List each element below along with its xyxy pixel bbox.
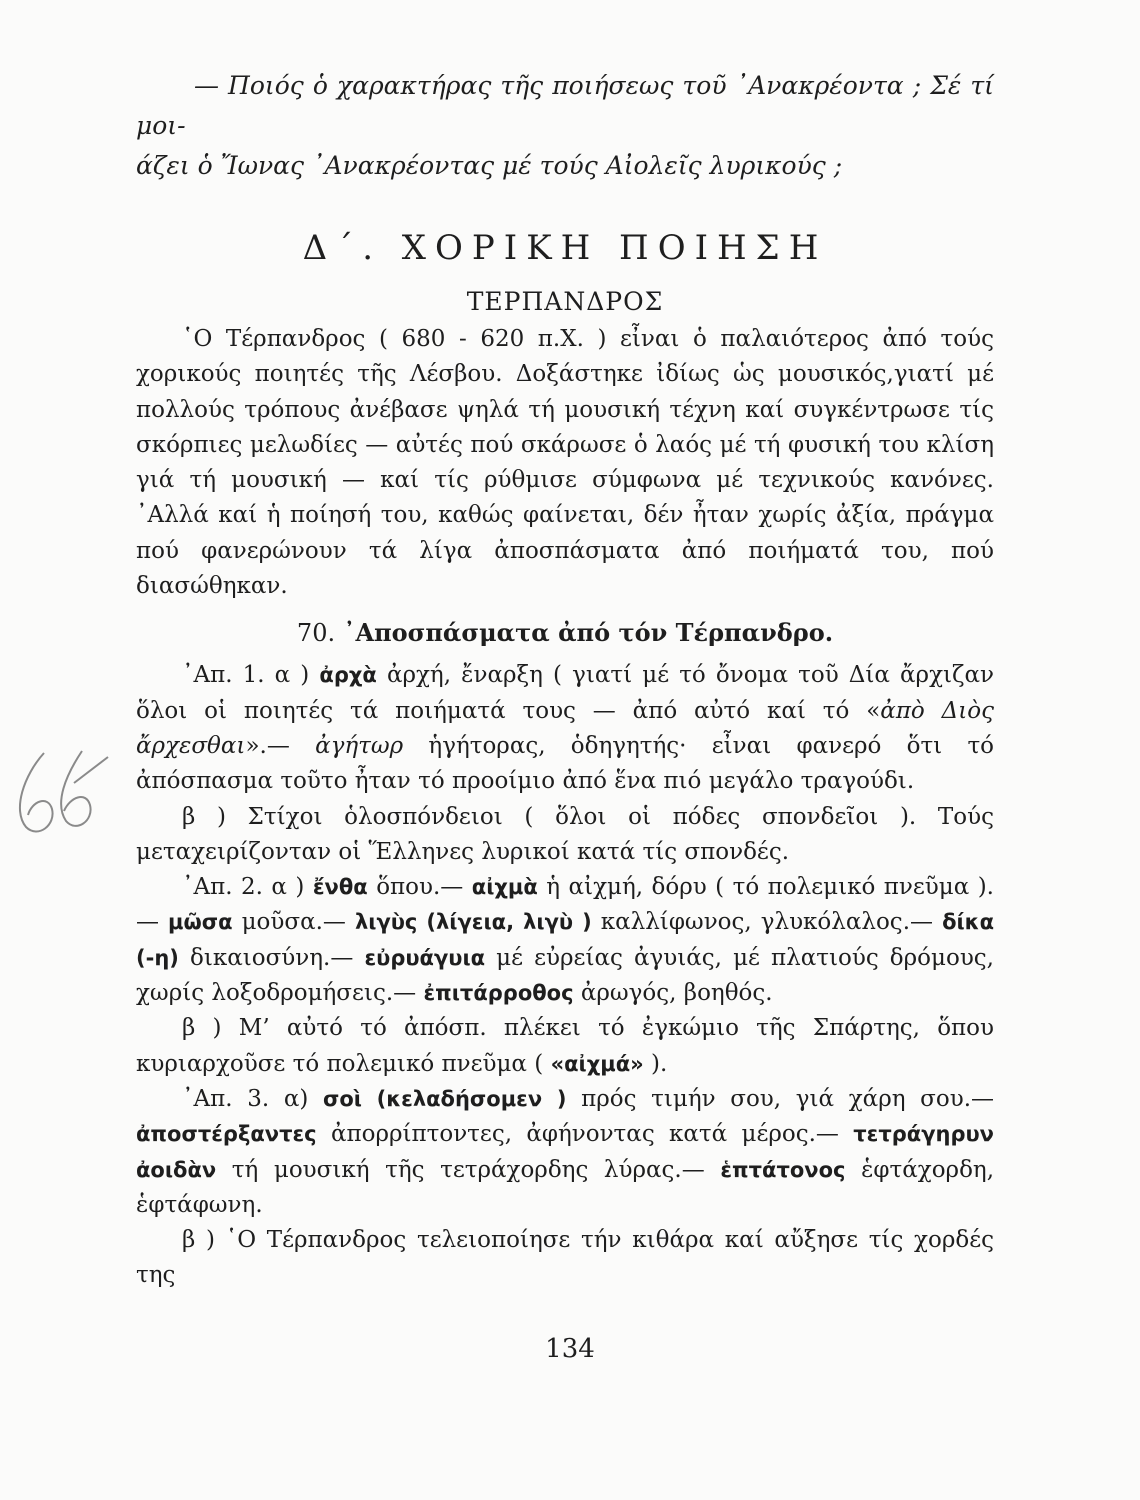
term-arkha: ἀρχὰ [319,663,377,688]
def-aikhma: ἡ αἰχμή, δόρυ ( τό πολεμικό πνεῦμα ).— [136,874,994,936]
term-euryaguia: εὐρυάγυια [364,945,486,970]
heading-title: ᾿Αποσπάσματα ἀπό τόν Τέρπανδρο. [343,618,834,648]
def-soi: πρός τιμήν σου, γιά χάρη σου.— [581,1085,995,1112]
fragment-1-note-b: β ) Στίχοι ὁλοσπόνδειοι ( ὅλοι οἱ πόδες σπονδεῖοι ). Τούς μεταχειρίζονταν οἱ Ἕλληνες λυρικοί κατά τίς σπονδές. [136,803,994,865]
term-agetor: ἀγήτωρ [315,732,404,759]
intro-paragraph: ῾Ο Τέρπανδρος ( 680 - 620 π.Χ. ) εἶναι ὁ παλαιότερος ἀπό τούς χορικούς ποιητές τῆς Λέσβου. Δοξάστηκε ἰδίως ὡς μουσικός,γιατί μέ πολλούς τρόπους ἀνέβασε ψηλά τή μουσική τέχνη καί συγκέντρωσε τίς σκόρπιες μελωδίες — αὐτές πού σκάρωσε ὁ λαός μέ τή φυσική του κλίση γιά τή μουσική — καί τίς ρύθμισε σύμφωνα μέ τεχνικούς κανόνες. ᾿Αλλά καί ἡ ποίησή του, καθώς φαίνεται, δέν ἦταν χωρίς ἀξία, πράγμα πού φανερώνουν τά λίγα ἀποσπάσματα ἀπό ποιήματά του, πού διασώθηκαν. [136,326,994,600]
fragment-3-note-b: β ) ῾Ο Τέρπανδρος τελειοποίησε τήν κιθάρα καί αὔξησε τίς χορδές της [136,1227,994,1289]
def-epitarrothos: ἀρωγός, βοηθός. [580,980,773,1007]
term-soi: σοὶ (κελαδήσομεν ) [323,1086,567,1111]
fragments-heading [136,610,994,656]
fragment-3-note-a [136,1082,994,1223]
fragment-1-text-3: ἡγήτορας, ὁδηγητής· εἶναι φανερό ὅτι τό ἀπόσπασμα τοῦτο ἦταν τό προοίμιο ἀπό ἕνα πιό μεγάλο τραγούδι. [136,732,995,795]
def-tetragerin: τή μουσική τῆς τετράχορδης λύρας.— [231,1156,705,1183]
handwritten-pencil-mark [4,735,114,845]
term-entha: ἔνθα [312,875,368,900]
section-title: Δ΄. ΧΟΡΙΚΗ ΠΟΙΗΣΗ [302,228,828,268]
fragment-3-label: ᾿Απ. 3. α) [182,1085,309,1112]
fragment-2-b-text-1: β ) Μ’ αὐτό τό ἀπόσπ. πλέκει τό ἐγκώμιο τῆς Σπάρτης, ὅπου κυριαρχοῦσε τό πολεμικό πνεῦμα ( [136,1015,994,1077]
question-block [136,66,994,186]
fragment-1-quote: ἀπὸ Διὸς ἄρχεσθαι [136,697,994,759]
fragment-2-b-term: «αἰχμά» [550,1051,644,1076]
author-subtitle: ΤΕΡΠΑΝΔΡΟΣ [466,287,664,316]
fragment-2-note-a [136,870,994,1011]
fragment-1-note-a [136,658,994,799]
def-ligys: καλλίφωνος, γλυκόλαλος.— [600,909,934,936]
term-mosa: μῶσα [168,910,233,935]
def-mosa: μοῦσα.— [241,909,346,936]
fragment-2-label: ᾿Απ. 2. α ) [182,874,305,901]
term-epitarrothos: ἐπιτάρροθος [423,981,574,1006]
question-line-1: — Ποιός ὁ χαρακτήρας τῆς ποιήσεως τοῦ ᾿Ανακρέοντα ; Σέ τί μοι- [136,71,994,140]
fragment-1-text-2: ».— [245,732,290,759]
term-aposterxantes: ἀποστέρξαντες [136,1122,317,1147]
term-tetragerin: τετράγηρυν ἀοιδὰν [136,1122,994,1182]
fragment-2-note-b [136,1011,994,1082]
term-ligys: λιγὺς (λίγεια, λιγὺ ) [354,910,592,935]
def-heptatonos: ἑφτάχορδη, ἑφτάφωνη. [136,1156,995,1218]
fragment-2-b-text-2: ). [651,1050,668,1077]
text-column [136,66,994,1294]
fragment-1-label: ᾿Απ. 1. α ) [182,662,310,689]
question-line-2: άζει ὁ Ἴωνας ᾿Ανακρέοντας μέ τούς Αἰολεῖς λυρικούς ; [136,151,843,180]
def-entha: ὅπου.— [376,874,464,901]
term-aikhma: αἰχμὰ [471,875,538,900]
def-aposterxantes: ἀπορρίπτοντες, ἀφήνοντας κατά μέρος.— [330,1121,839,1148]
term-dika: δίκα (-η) [136,910,995,970]
def-euryaguia: μέ εὐρείας ἀγυιάς, μέ πλατιούς δρόμους, χωρίς λοξοδρομήσεις.— [136,944,994,1007]
def-dika: δικαιοσύνη.— [189,944,354,971]
heading-number: 70. [296,619,336,648]
term-heptatonos: ἑπτάτονος [720,1157,846,1182]
fragment-1-text-1: ἀρχή, ἔναρξη ( γιατί μέ τό ὄνομα τοῦ Δία ἄρχιζαν ὅλοι οἱ ποιητές τά ποιήματά τους — ἀπό αὐτό καί τό « [136,662,995,724]
page-number: 134 [545,1334,595,1364]
